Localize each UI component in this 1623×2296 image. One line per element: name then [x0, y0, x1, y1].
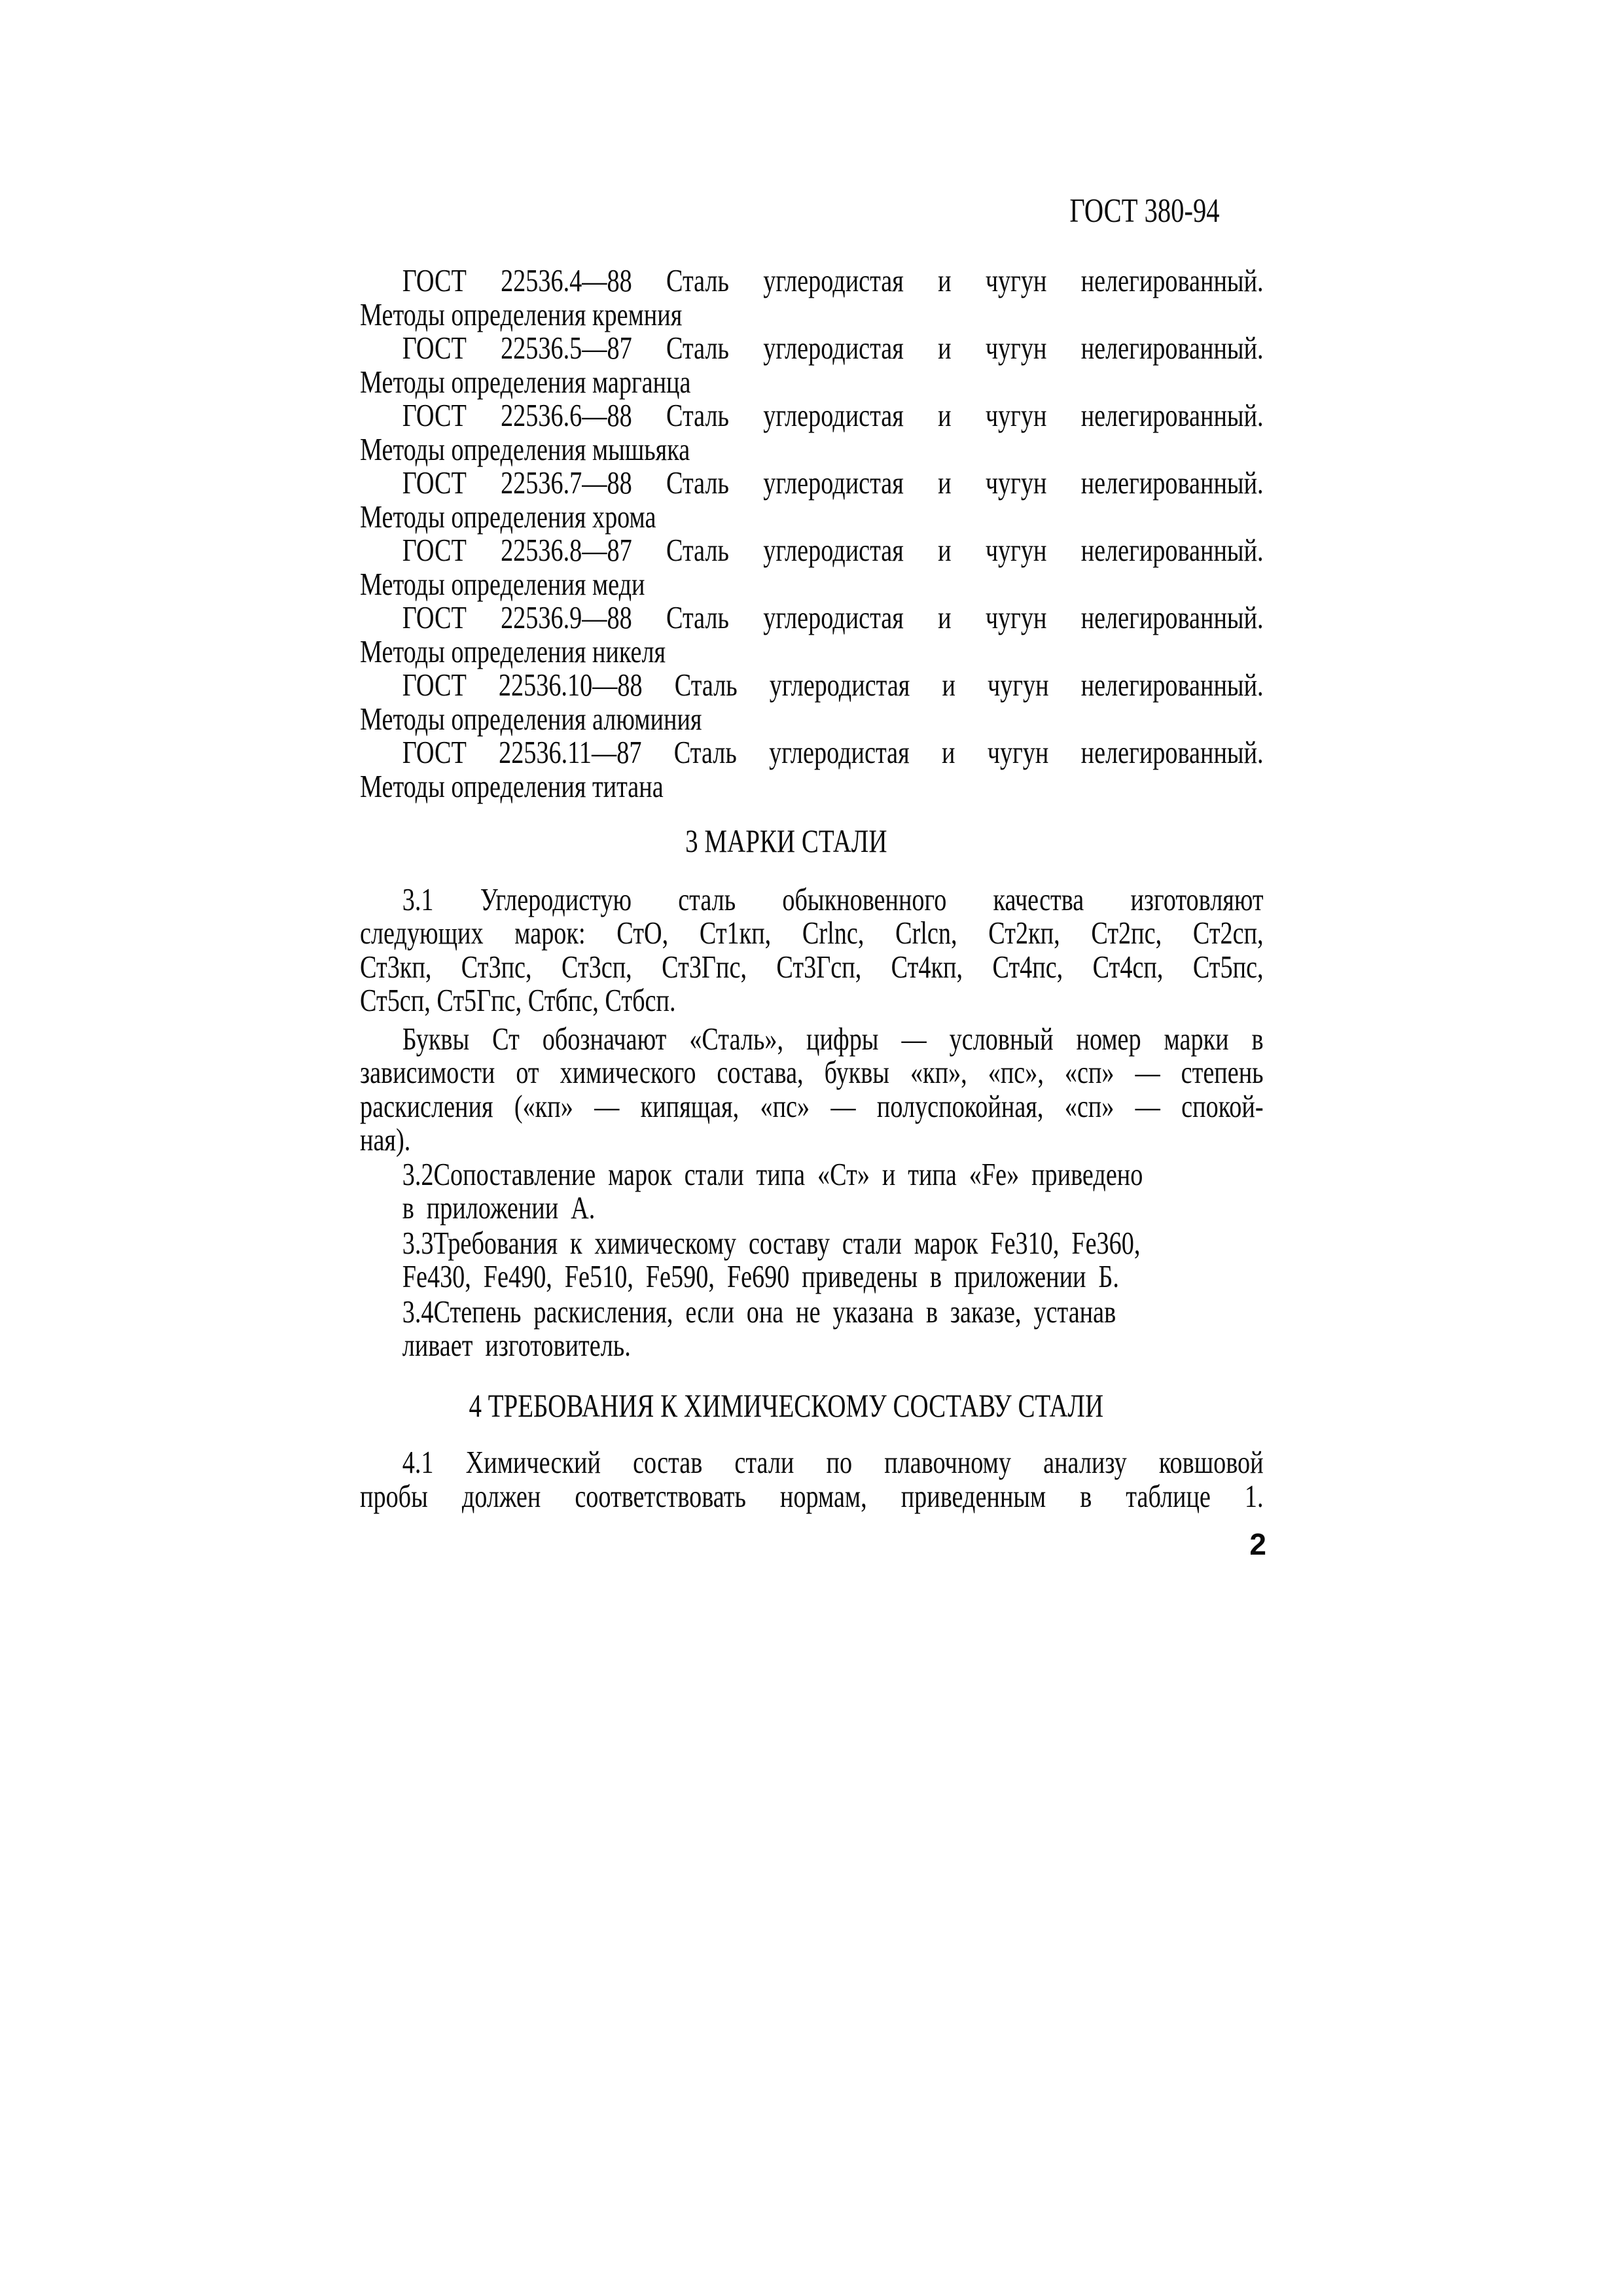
paragraph-4-1 [360, 1445, 1264, 1513]
paragraph-3-4-line: 3.4Степень раскисления, если она не указана в заказе, устанав [402, 1293, 1116, 1330]
paragraph-steel-letters-line: зависимости от химического состава, буквы «кп», «пс», «сп» — степень [360, 1054, 1264, 1090]
reference-subtitle: Методы определения мышьяка [360, 431, 690, 467]
reference-item [360, 466, 1264, 533]
paragraph-3-2-line: в приложении А. [402, 1190, 596, 1226]
paragraph-3-1-line: Ст3кп, Ст3пс, Ст3сп, Ст3Гпс, Ст3Гсп, Ст4кп, Ст4пс, Ст4сп, Ст5пс, [360, 948, 1264, 985]
reference-title: ГОСТ 22536.5—87 Сталь углеродистая и чугун нелегированный. [402, 330, 1264, 366]
paragraph-steel-letters-line: раскисления («кп» — кипящая, «пс» — полуспокойная, «сп» — спокой- [360, 1087, 1264, 1124]
reference-subtitle: Методы определения никеля [360, 633, 666, 669]
reference-subtitle: Методы определения марганца [360, 363, 691, 400]
paragraph-3-2-line: 3.2Сопоставление марок стали типа «Ст» и типа «Fe» приведено [402, 1156, 1143, 1192]
reference-item [360, 331, 1264, 398]
reference-title: ГОСТ 22536.4—88 Сталь углеродистая и чугун нелегированный. [402, 262, 1264, 298]
reference-item [360, 735, 1264, 803]
paragraph-3-1-line: Ст5сп, Ст5Гпс, Стбпс, Стбсп. [360, 982, 676, 1018]
references-list [360, 264, 1264, 803]
paragraph-3-1-line: 3.1 Углеродистую сталь обыкновенного качества изготовляют [402, 881, 1264, 917]
reference-subtitle: Методы определения титана [360, 768, 664, 804]
paragraph-3-3-line: 3.3Требования к химическому составу стали марок Fe310, Fe360, [402, 1224, 1141, 1261]
reference-title: ГОСТ 22536.9—88 Сталь углеродистая и чугун нелегированный. [402, 599, 1264, 635]
reference-item [360, 398, 1264, 466]
paragraph-steel-letters-line: Буквы Ст обозначают «Сталь», цифры — условный номер марки в [402, 1020, 1264, 1057]
reference-item [360, 264, 1264, 331]
paragraph-3-3 [402, 1226, 1264, 1294]
reference-title: ГОСТ 22536.8—87 Сталь углеродистая и чугун нелегированный. [402, 532, 1264, 568]
text-column [360, 192, 1264, 1513]
paragraph-steel-letters [360, 1022, 1264, 1157]
reference-subtitle: Методы определения хрома [360, 498, 656, 535]
section-3-heading: 3 МАРКИ СТАЛИ [685, 822, 887, 859]
reference-subtitle: Методы определения меди [360, 565, 645, 602]
reference-title: ГОСТ 22536.10—88 Сталь углеродистая и чугун нелегированный. [402, 667, 1264, 703]
section-4-heading: 4 ТРЕБОВАНИЯ К ХИМИЧЕСКОМУ СОСТАВУ СТАЛИ [469, 1386, 1104, 1424]
reference-subtitle: Методы определения кремния [360, 296, 683, 332]
paragraph-steel-letters-line: ная). [360, 1122, 411, 1157]
reference-item [360, 533, 1264, 601]
reference-subtitle: Методы определения алюминия [360, 700, 702, 737]
page-header: ГОСТ 380-94 [1069, 192, 1220, 230]
reference-item [360, 601, 1264, 668]
paragraph-3-4-line: ливает изготовитель. [402, 1327, 631, 1363]
paragraph-3-4 [402, 1295, 1264, 1362]
paragraph-3-1 [360, 883, 1264, 1017]
paragraph-3-1-line: следующих марок: СтО, Ст1кп, Crlnc, Crlcn, Ст2кп, Ст2пс, Ст2сп, [360, 915, 1264, 951]
reference-title: ГОСТ 22536.11—87 Сталь углеродистая и чугун нелегированный. [402, 734, 1264, 770]
page-number: 2 [1249, 1527, 1266, 1561]
reference-item [360, 668, 1264, 735]
paragraph-4-1-line: 4.1 Химический состав стали по плавочному анализу ковшовой [402, 1444, 1264, 1480]
paragraph-3-3-line: Fe430, Fe490, Fe510, Fe590, Fe690 приведены в приложении Б. [402, 1258, 1119, 1294]
paragraph-3-2 [402, 1157, 1264, 1225]
paragraph-4-1-line: пробы должен соответствовать нормам, приведенным в таблице 1. [360, 1477, 1264, 1514]
reference-title: ГОСТ 22536.6—88 Сталь углеродистая и чугун нелегированный. [402, 397, 1264, 433]
reference-title: ГОСТ 22536.7—88 Сталь углеродистая и чугун нелегированный. [402, 465, 1264, 501]
